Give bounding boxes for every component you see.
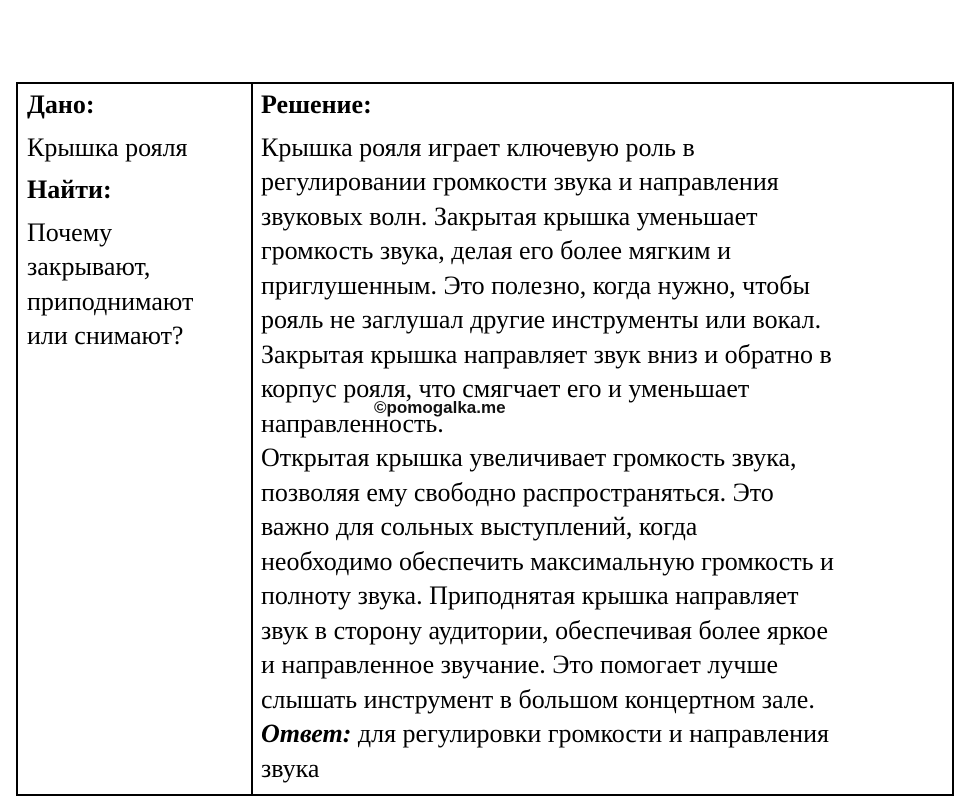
- text-line: громкость звука, делая его более мягким и: [261, 236, 732, 265]
- solution-paragraph-closed-lid: [261, 131, 951, 442]
- question-line: Почему: [27, 217, 113, 247]
- given-heading: Дано:: [27, 90, 95, 119]
- text-line: направленность.: [261, 408, 444, 438]
- question-line: закрывают,: [27, 252, 151, 281]
- answer-text: для регулировки громкости и направления: [351, 719, 829, 748]
- text-line: звук в сторону аудитории, обеспечивая более яркое: [261, 615, 829, 645]
- solution-paragraph-open-lid: [261, 441, 951, 717]
- solution-heading: Решение:: [261, 90, 372, 119]
- text-line: необходимо обеспечить максимальную громкость и: [261, 546, 834, 576]
- watermark: ©pomogalka.me: [374, 398, 506, 417]
- text-line: и направленное звучание. Это помогает лучше: [261, 650, 779, 679]
- find-heading: Найти:: [27, 175, 112, 204]
- answer: [261, 717, 951, 786]
- text-line: Крышка рояля играет ключевую роль в: [261, 132, 695, 162]
- text-line: Открытая крышка увеличивает громкость звука,: [261, 443, 797, 472]
- answer-label: Ответ:: [261, 719, 352, 748]
- text-line: полноту звука. Приподнятая крышка направляет: [261, 581, 799, 610]
- column-divider: [251, 84, 253, 794]
- given-value: Крышка рояля: [27, 132, 188, 162]
- find-question: [27, 216, 247, 354]
- text-line: важно для сольных выступлений, когда: [261, 512, 698, 541]
- given-column: [27, 88, 247, 354]
- text-line: позволяя ему свободно распространяться. Это: [261, 477, 774, 507]
- text-line: звуковых волн. Закрытая крышка уменьшает: [261, 201, 758, 231]
- text-line: рояль не заглушал другие инструменты или вокал.: [261, 305, 822, 334]
- question-line: или снимают?: [27, 321, 184, 350]
- question-line: приподнимают: [27, 286, 194, 316]
- text-line: слышать инструмент в большом концертном зале.: [261, 684, 815, 714]
- answer-line: звука: [261, 753, 320, 783]
- solution-table: [16, 82, 954, 796]
- text-line: корпус рояля, что смягчает его и уменьшает: [261, 374, 750, 403]
- text-line: Закрытая крышка направляет звук вниз и обратно в: [261, 339, 832, 369]
- text-line: регулировании громкости звука и направления: [261, 167, 779, 196]
- solution-column: [261, 88, 951, 786]
- text-line: приглушенным. Это полезно, когда нужно, чтобы: [261, 270, 810, 300]
- answer-line: [261, 717, 951, 752]
